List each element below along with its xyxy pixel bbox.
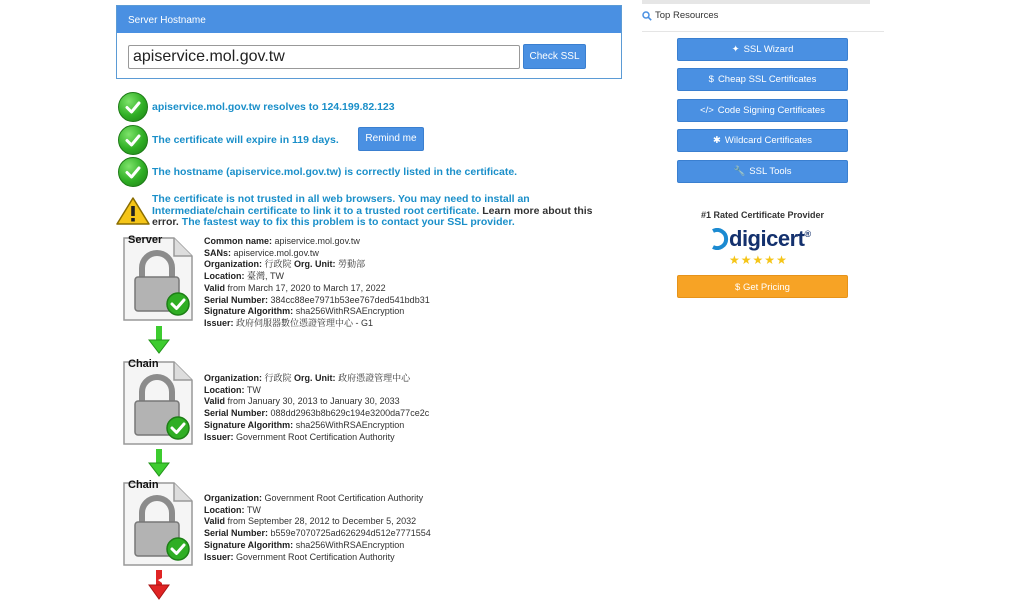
wand-icon: ✦	[731, 44, 740, 55]
cert-row: Serial Number: 088dd2963b8b629c194e3200da77ce2c	[204, 408, 430, 419]
hostname-panel-heading: Server Hostname	[117, 6, 621, 33]
cert-row: Location: 臺灣, TW	[204, 271, 285, 282]
cert-row: Location: TW	[204, 504, 261, 515]
code-signing-button[interactable]	[677, 99, 848, 122]
get-pricing-label: Get Pricing	[742, 282, 790, 293]
dollar-icon: $	[735, 282, 741, 293]
search-icon	[642, 11, 652, 21]
cert-label: Chain	[128, 479, 159, 491]
wildcard-button[interactable]	[677, 129, 848, 152]
broken-chain-arrow-icon	[148, 570, 170, 600]
cheap-ssl-button[interactable]	[677, 68, 848, 91]
warning-icon	[116, 197, 150, 225]
cert-row: SANs: apiservice.mol.gov.tw	[204, 247, 319, 258]
ssl-wizard-button[interactable]	[677, 38, 848, 61]
star-icon: ★	[740, 253, 753, 267]
cert-row: Organization: 行政院 Org. Unit: 政府憑證管理中心	[204, 373, 411, 383]
cert-row: Serial Number: b559e7070725ad626294d512e7771554	[204, 528, 431, 539]
top-resources-label: Top Resources	[655, 10, 719, 21]
chain-arrow-down-icon	[148, 326, 170, 354]
dollar-icon: $	[708, 74, 714, 85]
sidebar-top-resources	[642, 0, 884, 32]
digicert-logo[interactable]	[709, 226, 811, 252]
rated-provider-text: #1 Rated Certificate Provider	[700, 210, 825, 220]
star-icon: ★	[776, 253, 788, 267]
cert-row: Issuer: 政府伺服器數位憑證管理中心 - G1	[204, 317, 374, 328]
result-expire	[118, 125, 417, 155]
star-icon: ★	[729, 253, 741, 267]
star-icon: ★	[764, 253, 777, 267]
hostname-listed-text: The hostname (apiservice.mol.gov.tw) is correctly listed in the certificate.	[152, 166, 518, 178]
check-icon	[118, 157, 148, 187]
cert-row: Valid from September 28, 2012 to December 5, 2032	[204, 516, 417, 527]
cert-details	[204, 373, 429, 443]
cert-label: Server	[128, 234, 163, 246]
result-hostname-listed	[118, 157, 517, 187]
cert-row: Location: TW	[204, 384, 261, 395]
cert-row: Common name: apiservice.mol.gov.tw	[204, 236, 360, 246]
code-signing-label: Code Signing Certificates	[717, 105, 825, 116]
code-icon: </>	[700, 105, 714, 116]
server-certificate	[122, 234, 430, 328]
digicert-brand-text: digicert	[729, 226, 805, 251]
wildcard-label: Wildcard Certificates	[724, 135, 813, 146]
remind-me-button[interactable]: Remind me	[358, 127, 424, 151]
warning-fix: The fastest way to fix this problem is to contact your SSL provider.	[181, 216, 515, 228]
check-ssl-button[interactable]: Check SSL	[523, 44, 586, 69]
expire-text: The certificate will expire in 119 days.	[152, 134, 339, 146]
resolves-text: apiservice.mol.gov.tw resolves to 124.199.82.123	[152, 101, 395, 113]
cert-label: Chain	[128, 358, 159, 370]
warning-text	[152, 194, 612, 229]
chain-certificate-1	[122, 358, 430, 446]
top-resources-heading	[642, 10, 718, 21]
cert-row: Signature Algorithm: sha256WithRSAEncryption	[204, 306, 405, 317]
cert-details	[204, 493, 431, 563]
certificate-icon	[122, 481, 194, 567]
cert-row: Organization: Government Root Certification Authority	[204, 493, 424, 503]
hostname-panel	[116, 5, 622, 79]
cert-row: Signature Algorithm: sha256WithRSAEncryption	[204, 539, 405, 550]
ssl-tools-button[interactable]	[677, 160, 848, 183]
cert-details	[204, 236, 430, 330]
cert-row: Serial Number: 384cc88ee7971b53ee767ded541bdb31	[204, 294, 430, 305]
ssl-tools-label: SSL Tools	[749, 166, 792, 177]
certificate-icon	[122, 236, 194, 322]
cert-row: Signature Algorithm: sha256WithRSAEncryption	[204, 419, 405, 430]
chain-certificate-2	[122, 479, 431, 567]
cert-row: Issuer: Government Root Certification Authority	[204, 431, 395, 442]
cert-row: Valid from January 30, 2013 to January 30, 2033	[204, 396, 400, 407]
chain-arrow-down-icon	[148, 449, 170, 477]
registered-mark: ®	[804, 229, 811, 239]
hostname-input[interactable]	[128, 45, 520, 69]
asterisk-icon: ✱	[712, 135, 721, 146]
rating-stars	[729, 253, 788, 267]
cert-row: Organization: 行政院 Org. Unit: 勞動部	[204, 259, 366, 270]
cert-row: Issuer: Government Root Certification Authority	[204, 551, 395, 562]
cheap-ssl-label: Cheap SSL Certificates	[717, 74, 817, 85]
check-icon	[118, 125, 148, 155]
ssl-wizard-label: SSL Wizard	[743, 44, 794, 55]
certificate-icon	[122, 360, 194, 446]
wrench-icon: 🔧	[733, 166, 746, 177]
result-resolves	[118, 92, 395, 122]
sidebar-divider	[642, 0, 870, 4]
check-icon	[118, 92, 148, 122]
warning-main: The certificate is not trusted in all web browsers. You may need to install an Intermediate/chain certificate to link it to a trusted root certificate.	[152, 193, 530, 217]
digicert-mark-icon	[709, 228, 729, 250]
cert-row: Valid from March 17, 2020 to March 17, 2022	[204, 282, 386, 293]
learn-more-link[interactable]: Learn more about this error.	[152, 204, 593, 228]
get-pricing-button[interactable]	[677, 275, 848, 298]
star-icon: ★	[752, 253, 765, 267]
